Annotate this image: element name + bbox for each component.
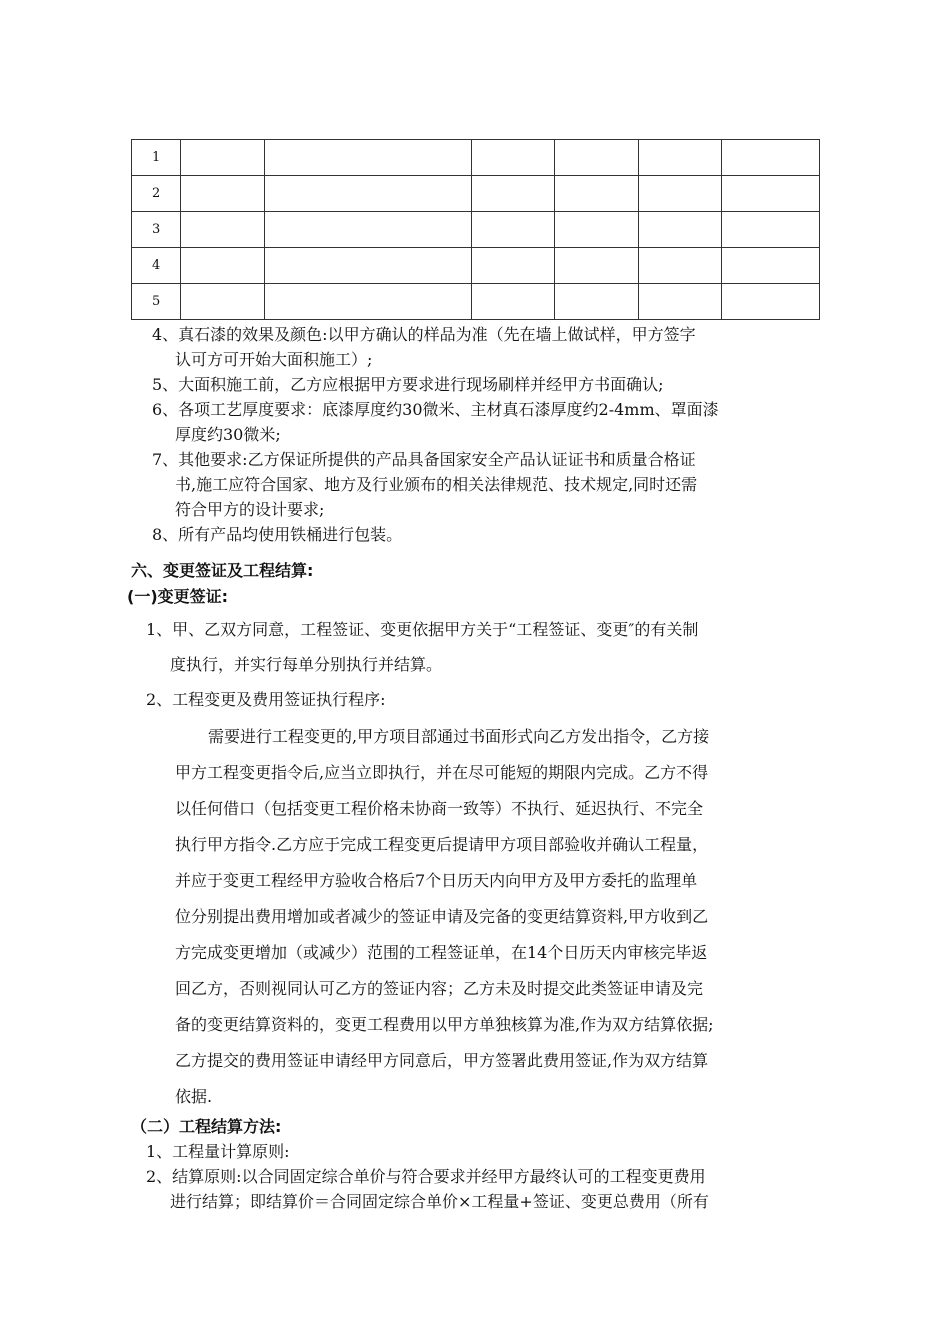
para-line: 备的变更结算资料的，变更工程费用以甲方单独核算为准,作为双方结算依据; <box>175 1015 714 1034</box>
para-line: 甲方工程变更指令后,应当立即执行，并在尽可能短的期限内完成。乙方不得 <box>175 763 709 782</box>
list-item-7-line3: 符合甲方的设计要求; <box>175 500 325 519</box>
section-heading: 六、变更签证及工程结算: <box>131 561 314 580</box>
table-row <box>132 248 820 284</box>
para-line: 方完成变更增加（或减少）范围的工程签证单，在14个日历天内审核完毕返 <box>175 943 708 962</box>
s2-item2-line1: 2、结算原则:以合同固定综合单价与符合要求并经甲方最终认可的工程变更费用 <box>146 1167 706 1186</box>
row-number: 2 <box>132 176 181 212</box>
list-item-7-line1: 7、其他要求:乙方保证所提供的产品具备国家安全产品认证证书和质量合格证 <box>152 450 696 469</box>
para-line: 乙方提交的费用签证申请经甲方同意后，甲方签署此费用签证,作为双方结算 <box>175 1051 709 1070</box>
table-row <box>132 284 820 320</box>
s1-item1-line1: 1、甲、乙双方同意，工程签证、变更依据甲方关于“工程签证、变更″的有关制 <box>146 620 699 639</box>
list-item-4-line1: 4、真石漆的效果及颜色:以甲方确认的样品为准（先在墙上做试样，甲方签字 <box>152 325 696 344</box>
para-line: 并应于变更工程经甲方验收合格后7个日历天内向甲方及甲方委托的监理单 <box>175 871 698 890</box>
para-line: 以任何借口（包括变更工程价格未协商一致等）不执行、延迟执行、不完全 <box>175 799 704 818</box>
list-item-6-line1: 6、各项工艺厚度要求：底漆厚度约30微米、主材真石漆厚度约2-4mm、罩面漆 <box>152 400 719 419</box>
row-number: 4 <box>132 248 181 284</box>
para-line: 位分别提出费用增加或者减少的签证申请及完备的变更结算资料,甲方收到乙 <box>175 907 709 926</box>
para-line: 执行甲方指令.乙方应于完成工程变更后提请甲方项目部验收并确认工程量， <box>175 835 709 854</box>
table-row <box>132 212 820 248</box>
s1-item2: 2、工程变更及费用签证执行程序: <box>146 690 386 709</box>
para-line: 回乙方，否则视同认可乙方的签证内容；乙方未及时提交此类签证申请及完 <box>175 979 704 998</box>
list-item-8: 8、所有产品均使用铁桶进行包装。 <box>152 525 403 544</box>
row-number: 5 <box>132 284 181 320</box>
para-line: 依据. <box>175 1087 213 1106</box>
list-item-7-line2: 书,施工应符合国家、地方及行业颁布的相关法律规范、技术规定,同时还需 <box>175 475 698 494</box>
list-item-5: 5、大面积施工前，乙方应根据甲方要求进行现场刷样并经甲方书面确认; <box>152 375 664 394</box>
row-number: 1 <box>132 140 181 176</box>
s2-item2-line2: 进行结算；即结算价＝合同固定综合单价×工程量+签证、变更总费用（所有 <box>170 1192 709 1211</box>
data-table <box>131 139 820 320</box>
para-line: 需要进行工程变更的,甲方项目部通过书面形式向乙方发出指令，乙方接 <box>208 727 710 746</box>
subsection-heading: （二）工程结算方法: <box>131 1117 282 1136</box>
list-item-6-line2: 厚度约30微米; <box>175 425 281 444</box>
table-row <box>132 140 820 176</box>
s1-item1-line2: 度执行，并实行每单分别执行并结算。 <box>170 655 443 674</box>
table-row <box>132 176 820 212</box>
row-number: 3 <box>132 212 181 248</box>
list-item-4-line2: 认可方可开始大面积施工）; <box>175 350 373 369</box>
subsection-heading: (一)变更签证: <box>127 587 229 606</box>
s2-item1: 1、工程量计算原则: <box>146 1142 290 1161</box>
